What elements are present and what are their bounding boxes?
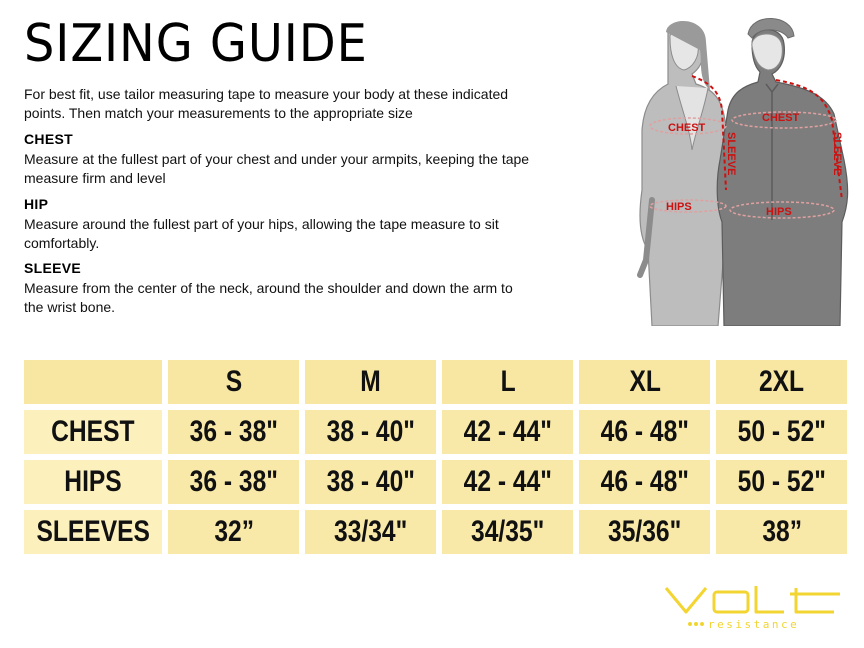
logo-tagline: resistance — [708, 618, 800, 631]
table-cell: 46 - 48" — [579, 460, 710, 504]
chest-description: Measure at the fullest part of your chest and under your armpits, keeping the tape measure firm and level — [24, 151, 530, 186]
table-cell: 38 - 40" — [305, 460, 436, 504]
volt-resistance-logo — [664, 582, 846, 634]
table-cell: 35/36" — [579, 510, 710, 554]
table-cell: 38 - 40" — [305, 410, 436, 454]
row-label-sleeves: SLEEVES — [24, 510, 162, 554]
sleeve-description: Measure from the center of the neck, around the shoulder and down the arm to the wrist bone. — [24, 280, 513, 315]
female-hips-label: HIPS — [666, 201, 692, 213]
table-cell: 36 - 38" — [168, 410, 299, 454]
table-cell: 38” — [716, 510, 847, 554]
table-cell: 50 - 52" — [716, 410, 847, 454]
male-hips-label: HIPS — [766, 206, 792, 218]
size-table — [18, 354, 853, 560]
size-header-m: M — [305, 360, 436, 404]
chest-heading: CHEST — [24, 131, 73, 147]
row-label-hips: HIPS — [24, 460, 162, 504]
table-cell: 50 - 52" — [716, 460, 847, 504]
hip-heading: HIP — [24, 196, 49, 212]
size-header-2xl: 2XL — [716, 360, 847, 404]
size-header-xl: XL — [579, 360, 710, 404]
page-title: SIZING GUIDE — [24, 14, 368, 74]
table-cell: 32” — [168, 510, 299, 554]
table-cell: 36 - 38" — [168, 460, 299, 504]
size-header-l: L — [442, 360, 573, 404]
male-sleeve-label: SLEEVE — [831, 132, 843, 176]
female-chest-label: CHEST — [668, 122, 706, 134]
male-chest-label: CHEST — [762, 112, 800, 124]
table-cell: 46 - 48" — [579, 410, 710, 454]
size-header-s: S — [168, 360, 299, 404]
row-label-chest: CHEST — [24, 410, 162, 454]
table-cell: 42 - 44" — [442, 460, 573, 504]
table-row-chest — [24, 410, 847, 454]
intro-text: For best fit, use tailor measuring tape to measure your body at these indicated points. Then match your measurements to the appropriate size — [24, 86, 509, 121]
table-cell: 33/34" — [305, 510, 436, 554]
table-row-sleeves — [24, 510, 847, 554]
hip-description: Measure around the fullest part of your hips, allowing the tape measure to sit comfortably. — [24, 216, 499, 251]
sleeve-heading: SLEEVE — [24, 260, 82, 276]
female-sleeve-label: SLEEVE — [725, 132, 737, 176]
table-cell: 34/35" — [442, 510, 573, 554]
measurement-illustration — [612, 10, 862, 326]
table-cell: 42 - 44" — [442, 410, 573, 454]
female-figure — [640, 21, 731, 326]
table-corner — [24, 360, 162, 404]
table-row-hips — [24, 460, 847, 504]
size-header-row — [24, 360, 847, 404]
